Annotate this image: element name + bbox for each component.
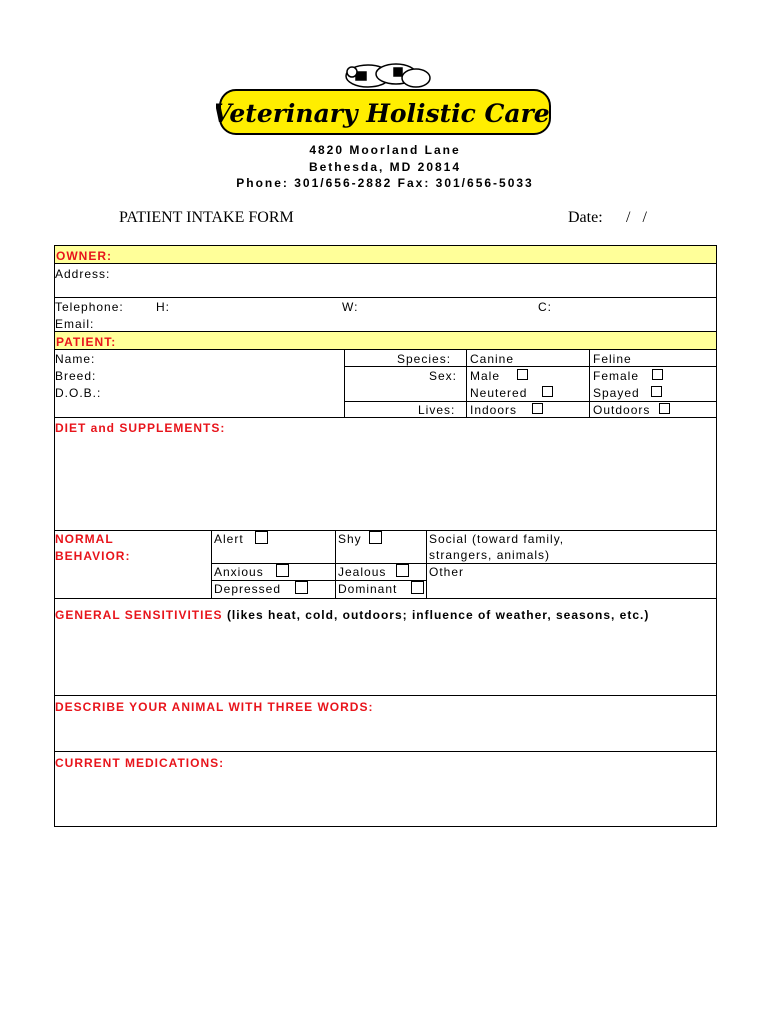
female-option: Female: [593, 369, 640, 383]
male-option: Male: [470, 369, 501, 383]
three-words-heading: DESCRIBE YOUR ANIMAL WITH THREE WORDS:: [55, 700, 374, 714]
clinic-logo: [216, 60, 552, 138]
outdoors-checkbox[interactable]: [659, 403, 670, 414]
alert-option: Alert: [214, 532, 244, 546]
jealous-checkbox[interactable]: [396, 564, 409, 577]
alert-checkbox[interactable]: [255, 531, 268, 544]
date-field[interactable]: / /: [626, 209, 647, 226]
jealous-option: Jealous: [338, 565, 387, 579]
male-checkbox[interactable]: [517, 369, 528, 380]
neutered-option: Neutered: [470, 386, 528, 400]
date-label: Date:: [568, 209, 603, 226]
canine-option: Canine: [470, 352, 515, 366]
outdoors-option: Outdoors: [593, 403, 651, 417]
indoors-option: Indoors: [470, 403, 518, 417]
pets-illustration-icon: [346, 64, 430, 87]
address-label: Address:: [55, 267, 111, 281]
breed-label: Breed:: [55, 369, 97, 383]
clinic-address-line1: 4820 Moorland Lane: [309, 143, 461, 157]
email-label: Email:: [55, 317, 95, 331]
medications-heading: CURRENT MEDICATIONS:: [55, 756, 225, 770]
dominant-option: Dominant: [338, 582, 398, 596]
anxious-checkbox[interactable]: [276, 564, 289, 577]
anxious-option: Anxious: [214, 565, 264, 579]
spayed-checkbox[interactable]: [651, 386, 662, 397]
clinic-address-line2: Bethesda, MD 20814: [308, 160, 462, 174]
depressed-checkbox[interactable]: [295, 581, 308, 594]
lives-label: Lives:: [418, 403, 456, 417]
neutered-checkbox[interactable]: [542, 386, 553, 397]
patient-name-label: Name:: [55, 352, 96, 366]
owner-heading-bar: [55, 246, 716, 263]
owner-heading: OWNER:: [56, 249, 112, 263]
dob-label: D.O.B.:: [55, 386, 102, 400]
form-title: PATIENT INTAKE FORM: [119, 209, 294, 226]
social-option-line1: Social (toward family,: [429, 532, 565, 546]
clinic-logo-graphic: [216, 60, 552, 138]
sensitivities-row: [55, 606, 649, 624]
diet-heading: DIET and SUPPLEMENTS:: [55, 421, 226, 435]
spayed-option: Spayed: [593, 386, 640, 400]
work-phone-label: W:: [342, 300, 359, 314]
sensitivities-note: (likes heat, cold, outdoors; influence of weather, seasons, etc.): [226, 608, 650, 622]
indoors-checkbox[interactable]: [532, 403, 543, 414]
shy-checkbox[interactable]: [369, 531, 382, 544]
female-checkbox[interactable]: [652, 369, 663, 380]
patient-heading-bar: [55, 332, 716, 349]
species-label: Species:: [397, 352, 452, 366]
behavior-heading-line2: BEHAVIOR:: [55, 549, 131, 563]
shy-option: Shy: [338, 532, 362, 546]
clinic-phone-fax: Phone: 301/656-2882 Fax: 301/656-5033: [236, 176, 534, 190]
telephone-label: Telephone:: [55, 300, 124, 314]
sensitivities-heading: GENERAL SENSITIVITIES: [55, 608, 223, 622]
depressed-option: Depressed: [214, 582, 282, 596]
feline-option: Feline: [593, 352, 632, 366]
cell-phone-label: C:: [538, 300, 552, 314]
dominant-checkbox[interactable]: [411, 581, 424, 594]
home-phone-label: H:: [156, 300, 170, 314]
social-option-line2: strangers, animals): [429, 548, 551, 562]
other-option: Other: [429, 565, 465, 579]
sex-label: Sex:: [429, 369, 458, 383]
patient-heading: PATIENT:: [56, 335, 117, 349]
behavior-heading-line1: NORMAL: [55, 532, 114, 546]
clinic-name: Veterinary Holistic Care: [216, 99, 550, 128]
